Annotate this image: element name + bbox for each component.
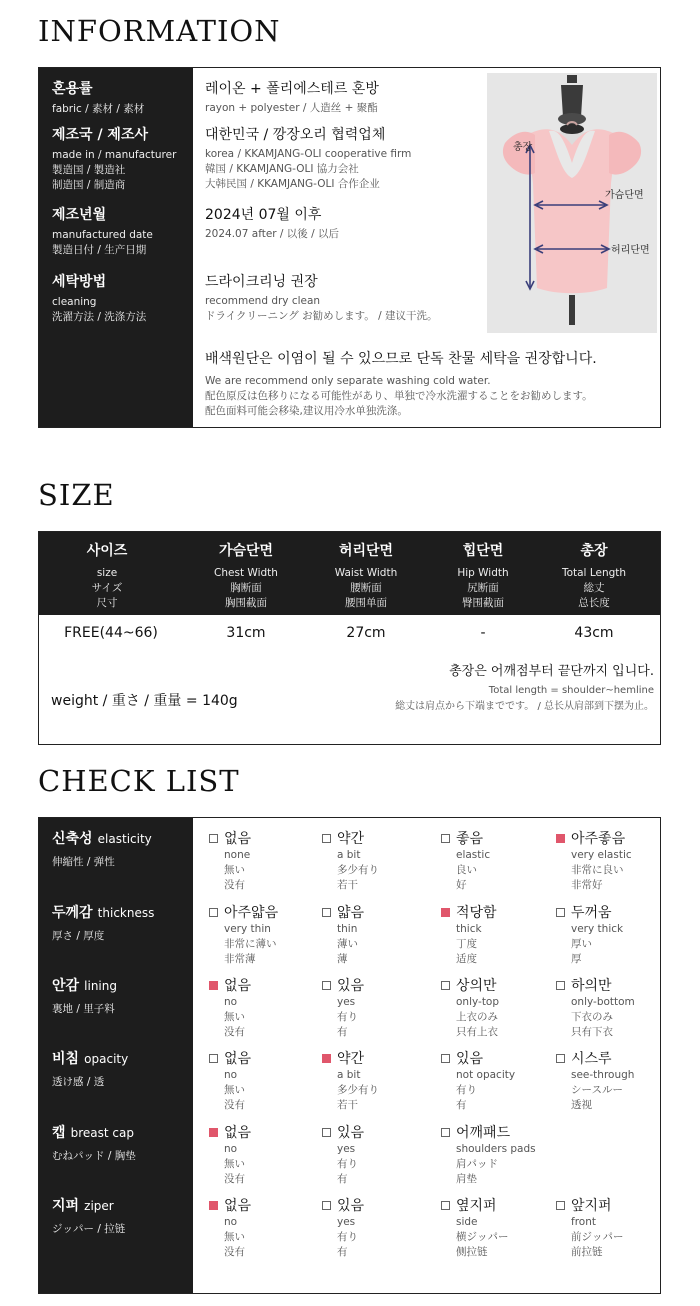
wash-note-sub: 配色原反は色移りになる可能性があり、単独で冷水洗濯することをお勧めします。 [205, 390, 593, 402]
info-label-origin [52, 124, 176, 193]
col-title: 총장 [580, 543, 608, 559]
col-sub: 腰围单面 [345, 597, 387, 609]
col-sub: Hip Width [457, 567, 509, 579]
option-sub: not opacity [456, 1069, 516, 1081]
option-sub: 丁度 [456, 938, 477, 950]
col-sub: 总长度 [578, 597, 610, 609]
option-sub: 若干 [337, 879, 358, 891]
info-value-origin [205, 124, 411, 192]
checkbox-icon [441, 908, 450, 917]
info-value-cleaning [205, 271, 437, 324]
option-sub: 侧拉链 [456, 1246, 488, 1258]
option-sub: 没有 [224, 879, 245, 891]
option-label: 적당함 [456, 905, 497, 921]
information-table [38, 67, 661, 428]
col-sub: Waist Width [334, 567, 398, 579]
option-sub: yes [337, 1216, 356, 1228]
value-text: 2024년 07월 이후 [205, 207, 322, 223]
checklist-label-lining [52, 975, 117, 1016]
size-value-size: FREE(44~66) [64, 625, 158, 641]
label-ko: 안감 [52, 978, 80, 994]
label-en: elasticity [97, 832, 152, 846]
label-ko: 신축성 [52, 831, 93, 847]
value-sub: ドライクリーニング お勧めします。 / 建议干洗。 [205, 310, 438, 322]
checklist-label-breast-cap [52, 1122, 136, 1163]
option-sub: a bit [337, 1069, 361, 1081]
checklist-option [441, 1122, 536, 1187]
info-label-cleaning [52, 271, 146, 325]
option-sub: 厚い [571, 938, 592, 950]
info-label-fabric [52, 78, 144, 117]
option-sub: 薄い [337, 938, 358, 950]
option-sub: 良い [456, 864, 477, 876]
checkbox-icon [441, 1054, 450, 1063]
option-label: 있음 [337, 1125, 365, 1141]
option-sub: elastic [456, 849, 491, 861]
checkbox-icon [209, 908, 218, 917]
size-value-chest: 31cm [226, 625, 266, 641]
checklist-label-elasticity [52, 828, 152, 869]
option-sub: 無い [224, 1158, 245, 1170]
label-en: lining [84, 979, 117, 993]
option-label: 옆지퍼 [456, 1198, 497, 1214]
size-value-length: 43cm [574, 625, 614, 641]
size-col-size [45, 540, 169, 611]
checklist-option [556, 975, 635, 1040]
value-sub: korea / KKAMJANG-OLI cooperative firm [205, 148, 412, 160]
checklist-option [322, 902, 364, 967]
option-sub: a bit [337, 849, 361, 861]
checklist-option [209, 902, 278, 967]
size-col-length [532, 540, 656, 611]
label-ko: 비침 [52, 1051, 80, 1067]
label-sub: 透け感 / 透 [52, 1076, 105, 1088]
option-label: 좋음 [456, 831, 484, 847]
checklist-option [556, 902, 623, 967]
label-sub: fabric / 素材 / 素材 [52, 103, 145, 115]
label-ko: 두께감 [52, 905, 93, 921]
option-sub: thick [456, 923, 482, 935]
option-sub: 上衣のみ [456, 1011, 498, 1023]
option-label: 있음 [337, 978, 365, 994]
info-label-date [52, 204, 153, 258]
option-sub: 有り [337, 1011, 358, 1023]
size-col-chest [184, 540, 308, 611]
option-label: 약간 [337, 1051, 365, 1067]
option-sub: シースルー [571, 1084, 623, 1096]
col-title: 허리단면 [338, 543, 394, 559]
mannequin-garment-illustration [487, 73, 657, 333]
option-label: 없음 [224, 1125, 252, 1141]
option-sub: 有 [337, 1173, 348, 1185]
label-en: opacity [84, 1052, 129, 1066]
label-text: 제조국 / 제조사 [52, 127, 149, 143]
value-sub: 2024.07 after / 以後 / 以后 [205, 228, 340, 240]
sleeve-right [609, 132, 641, 175]
checklist-option [322, 1122, 364, 1187]
option-sub: 有り [337, 1231, 358, 1243]
option-sub: very elastic [571, 849, 632, 861]
checklist-table [38, 817, 661, 1294]
garment-top [527, 129, 617, 293]
value-sub: recommend dry clean [205, 295, 321, 307]
checklist-option [322, 1195, 364, 1260]
option-sub: no [224, 996, 238, 1008]
checkbox-icon [322, 834, 331, 843]
value-text: 레이온 + 폴리에스테르 혼방 [205, 81, 379, 97]
wash-note-text: 배색원단은 이염이 될 수 있으므로 단독 찬물 세탁을 권장합니다. [205, 351, 597, 367]
option-label: 어깨패드 [456, 1125, 511, 1141]
option-sub: 非常好 [571, 879, 603, 891]
option-sub: thin [337, 923, 358, 935]
checkbox-icon [556, 834, 565, 843]
option-label: 아주좋음 [571, 831, 626, 847]
info-value-fabric [205, 78, 379, 116]
checkbox-icon [556, 908, 565, 917]
option-sub: 适度 [456, 953, 477, 965]
option-sub: 有 [337, 1246, 348, 1258]
label-ko: 지퍼 [52, 1198, 80, 1214]
size-value-waist: 27cm [346, 625, 386, 641]
col-sub: 臀围截面 [462, 597, 504, 609]
checklist-label-thickness [52, 902, 154, 943]
option-sub: yes [337, 996, 356, 1008]
option-sub: very thin [224, 923, 271, 935]
checkbox-icon [322, 1128, 331, 1137]
checkbox-icon [209, 834, 218, 843]
size-col-hip [421, 540, 545, 611]
option-sub: 多少有り [337, 1084, 379, 1096]
option-sub: 無い [224, 864, 245, 876]
checkbox-icon [441, 834, 450, 843]
option-sub: 多少有り [337, 864, 379, 876]
option-sub: no [224, 1069, 238, 1081]
option-label: 있음 [456, 1051, 484, 1067]
label-sub: 伸縮性 / 弹性 [52, 856, 115, 868]
option-sub: 只有上衣 [456, 1026, 498, 1038]
option-label: 약간 [337, 831, 365, 847]
checkbox-icon [441, 1201, 450, 1210]
option-sub: 好 [456, 879, 467, 891]
option-label: 없음 [224, 978, 252, 994]
checkbox-icon [441, 1128, 450, 1137]
checkbox-icon [209, 981, 218, 990]
option-sub: front [571, 1216, 596, 1228]
option-sub: 有 [337, 1026, 348, 1038]
option-sub: 非常に薄い [224, 938, 277, 950]
size-table [38, 531, 661, 745]
label-en: ziper [84, 1199, 114, 1213]
col-sub: 胸围截面 [225, 597, 267, 609]
checklist-option [441, 902, 497, 967]
option-label: 없음 [224, 831, 252, 847]
col-sub: Total Length [561, 567, 627, 579]
size-value-hip: - [480, 625, 486, 641]
option-sub: 没有 [224, 1173, 245, 1185]
checklist-heading: CHECK LIST [38, 764, 240, 798]
checklist-option [441, 1195, 509, 1260]
option-label: 있음 [337, 1198, 365, 1214]
label-sub: むねパッド / 胸垫 [52, 1150, 136, 1162]
label-text: 세탁방법 [52, 274, 107, 290]
option-sub: only-top [456, 996, 500, 1008]
checkbox-icon [322, 908, 331, 917]
checklist-label-ziper [52, 1195, 125, 1236]
label-sub: 洗濯方法 / 洗涤方法 [52, 311, 147, 323]
garment-label-chest: 가슴단면 [605, 190, 644, 201]
option-sub: 非常に良い [571, 864, 624, 876]
option-label: 없음 [224, 1198, 252, 1214]
option-sub: 若干 [337, 1099, 358, 1111]
label-text: 혼용률 [52, 81, 93, 97]
checklist-option [209, 828, 251, 893]
option-sub: 有り [337, 1158, 358, 1170]
garment-label-length: 총장 [513, 142, 533, 153]
checklist-option [209, 1122, 251, 1187]
option-sub: 無い [224, 1011, 245, 1023]
option-sub: 前ジッパー [571, 1231, 624, 1243]
size-note-sub: 総丈は肩点から下端までです。 / 总长从肩部到下摆为止。 [395, 701, 654, 712]
col-title: 가슴단면 [218, 543, 274, 559]
size-table-header [39, 532, 660, 615]
checkbox-icon [556, 1201, 565, 1210]
option-sub: 没有 [224, 1099, 245, 1111]
size-note-sub: Total length = shoulder~hemline [488, 685, 654, 696]
checklist-option [556, 828, 632, 893]
option-label: 하의만 [571, 978, 612, 994]
option-sub: 厚 [571, 953, 582, 965]
wash-note-sub: We are recommend only separate washing cold water. [205, 375, 491, 387]
value-sub: rayon + polyester / 人造丝 + 聚酯 [205, 102, 378, 114]
option-sub: 透视 [571, 1099, 592, 1111]
checklist-option [322, 1048, 379, 1113]
wash-note-sub: 配色面料可能会移染,建议用冷水单独洗涤。 [205, 405, 408, 417]
option-sub: 肩垫 [456, 1173, 477, 1185]
garment-measurement-image [487, 73, 657, 333]
label-sub: manufactured date [52, 229, 153, 241]
col-sub: 腰断面 [350, 582, 382, 594]
checkbox-icon [556, 981, 565, 990]
option-sub: 有 [456, 1099, 467, 1111]
checkbox-icon [556, 1054, 565, 1063]
size-length-note [395, 660, 654, 715]
option-sub: 無い [224, 1231, 245, 1243]
col-sub: 尺寸 [96, 597, 118, 609]
label-text: 제조년월 [52, 207, 107, 223]
value-text: 드라이크리닝 권장 [205, 274, 318, 290]
checkbox-icon [209, 1128, 218, 1137]
option-sub: no [224, 1143, 238, 1155]
option-sub: yes [337, 1143, 356, 1155]
option-sub: only-bottom [571, 996, 635, 1008]
option-sub: 肩パッド [456, 1158, 498, 1170]
option-sub: 薄 [337, 953, 348, 965]
checklist-option [322, 975, 364, 1040]
option-sub: 有り [456, 1084, 477, 1096]
label-en: breast cap [70, 1126, 134, 1140]
checklist-label-opacity [52, 1048, 128, 1089]
option-sub: 只有下衣 [571, 1026, 613, 1038]
label-sub: 厚さ / 厚度 [52, 930, 105, 942]
checklist-option [209, 975, 251, 1040]
checkbox-icon [209, 1054, 218, 1063]
checkbox-icon [322, 1054, 331, 1063]
value-text: 대한민국 / 깡장오리 협력업체 [205, 127, 386, 143]
option-label: 앞지퍼 [571, 1198, 612, 1214]
checklist-option [209, 1195, 251, 1260]
option-sub: 前拉链 [571, 1246, 603, 1258]
label-sub: cleaning [52, 296, 97, 308]
option-label: 시스루 [571, 1051, 612, 1067]
col-sub: Chest Width [214, 567, 278, 579]
option-sub: 無い [224, 1084, 245, 1096]
col-sub: 総丈 [583, 582, 605, 594]
wash-note [205, 348, 597, 419]
option-sub: 非常薄 [224, 953, 256, 965]
option-sub: very thick [571, 923, 624, 935]
col-sub: 尻断面 [467, 582, 499, 594]
option-label: 얇음 [337, 905, 365, 921]
info-value-date [205, 204, 339, 242]
checkbox-icon [209, 1201, 218, 1210]
option-sub: shoulders pads [456, 1143, 536, 1155]
checklist-option [322, 828, 379, 893]
col-title: 힙단면 [462, 543, 504, 559]
label-sub: ジッパー / 拉链 [52, 1223, 126, 1235]
mannequin-neck [561, 85, 583, 117]
label-sub: 裏地 / 里子料 [52, 1003, 115, 1015]
option-sub: 没有 [224, 1026, 245, 1038]
size-heading: SIZE [38, 478, 115, 512]
label-ko: 캡 [52, 1125, 66, 1141]
label-en: thickness [97, 906, 155, 920]
garment-label-waist: 허리단면 [611, 245, 650, 256]
size-note-text: 총장은 어깨점부터 끝단까지 입니다. [449, 664, 654, 679]
checkbox-icon [322, 981, 331, 990]
weight-text: weight / 重さ / 重量 = 140g [51, 693, 238, 709]
label-sub: made in / manufacturer [52, 149, 177, 161]
option-sub: see-through [571, 1069, 635, 1081]
option-sub: 横ジッパー [456, 1231, 509, 1243]
size-col-waist [304, 540, 428, 611]
option-sub: none [224, 849, 251, 861]
checklist-option [209, 1048, 251, 1113]
checkbox-icon [441, 981, 450, 990]
option-label: 상의만 [456, 978, 497, 994]
option-label: 아주얇음 [224, 905, 279, 921]
col-sub: 胸断面 [230, 582, 262, 594]
checklist-option [556, 1048, 634, 1113]
checklist-option [441, 975, 499, 1040]
col-title: 사이즈 [86, 543, 128, 559]
value-sub: 韓国 / KKAMJANG-OLI 協力会社 [205, 163, 359, 175]
checklist-option [556, 1195, 624, 1260]
option-sub: no [224, 1216, 238, 1228]
label-sub: 制造国 / 制造商 [52, 179, 126, 191]
value-sub: 大韩民国 / KKAMJANG-OLI 合作企业 [205, 178, 380, 190]
mannequin-knob [567, 75, 577, 83]
checklist-option [441, 1048, 515, 1113]
option-sub: 没有 [224, 1246, 245, 1258]
col-sub: size [96, 567, 118, 579]
label-sub: 製造日付 / 生产日期 [52, 244, 147, 256]
checkbox-icon [322, 1201, 331, 1210]
option-sub: side [456, 1216, 478, 1228]
label-sub: 製造国 / 製造社 [52, 164, 126, 176]
option-label: 두꺼움 [571, 905, 612, 921]
option-label: 없음 [224, 1051, 252, 1067]
checklist-option [441, 828, 490, 893]
option-sub: 下衣のみ [571, 1011, 613, 1023]
col-sub: サイズ [91, 582, 123, 594]
information-heading: INFORMATION [38, 14, 281, 48]
